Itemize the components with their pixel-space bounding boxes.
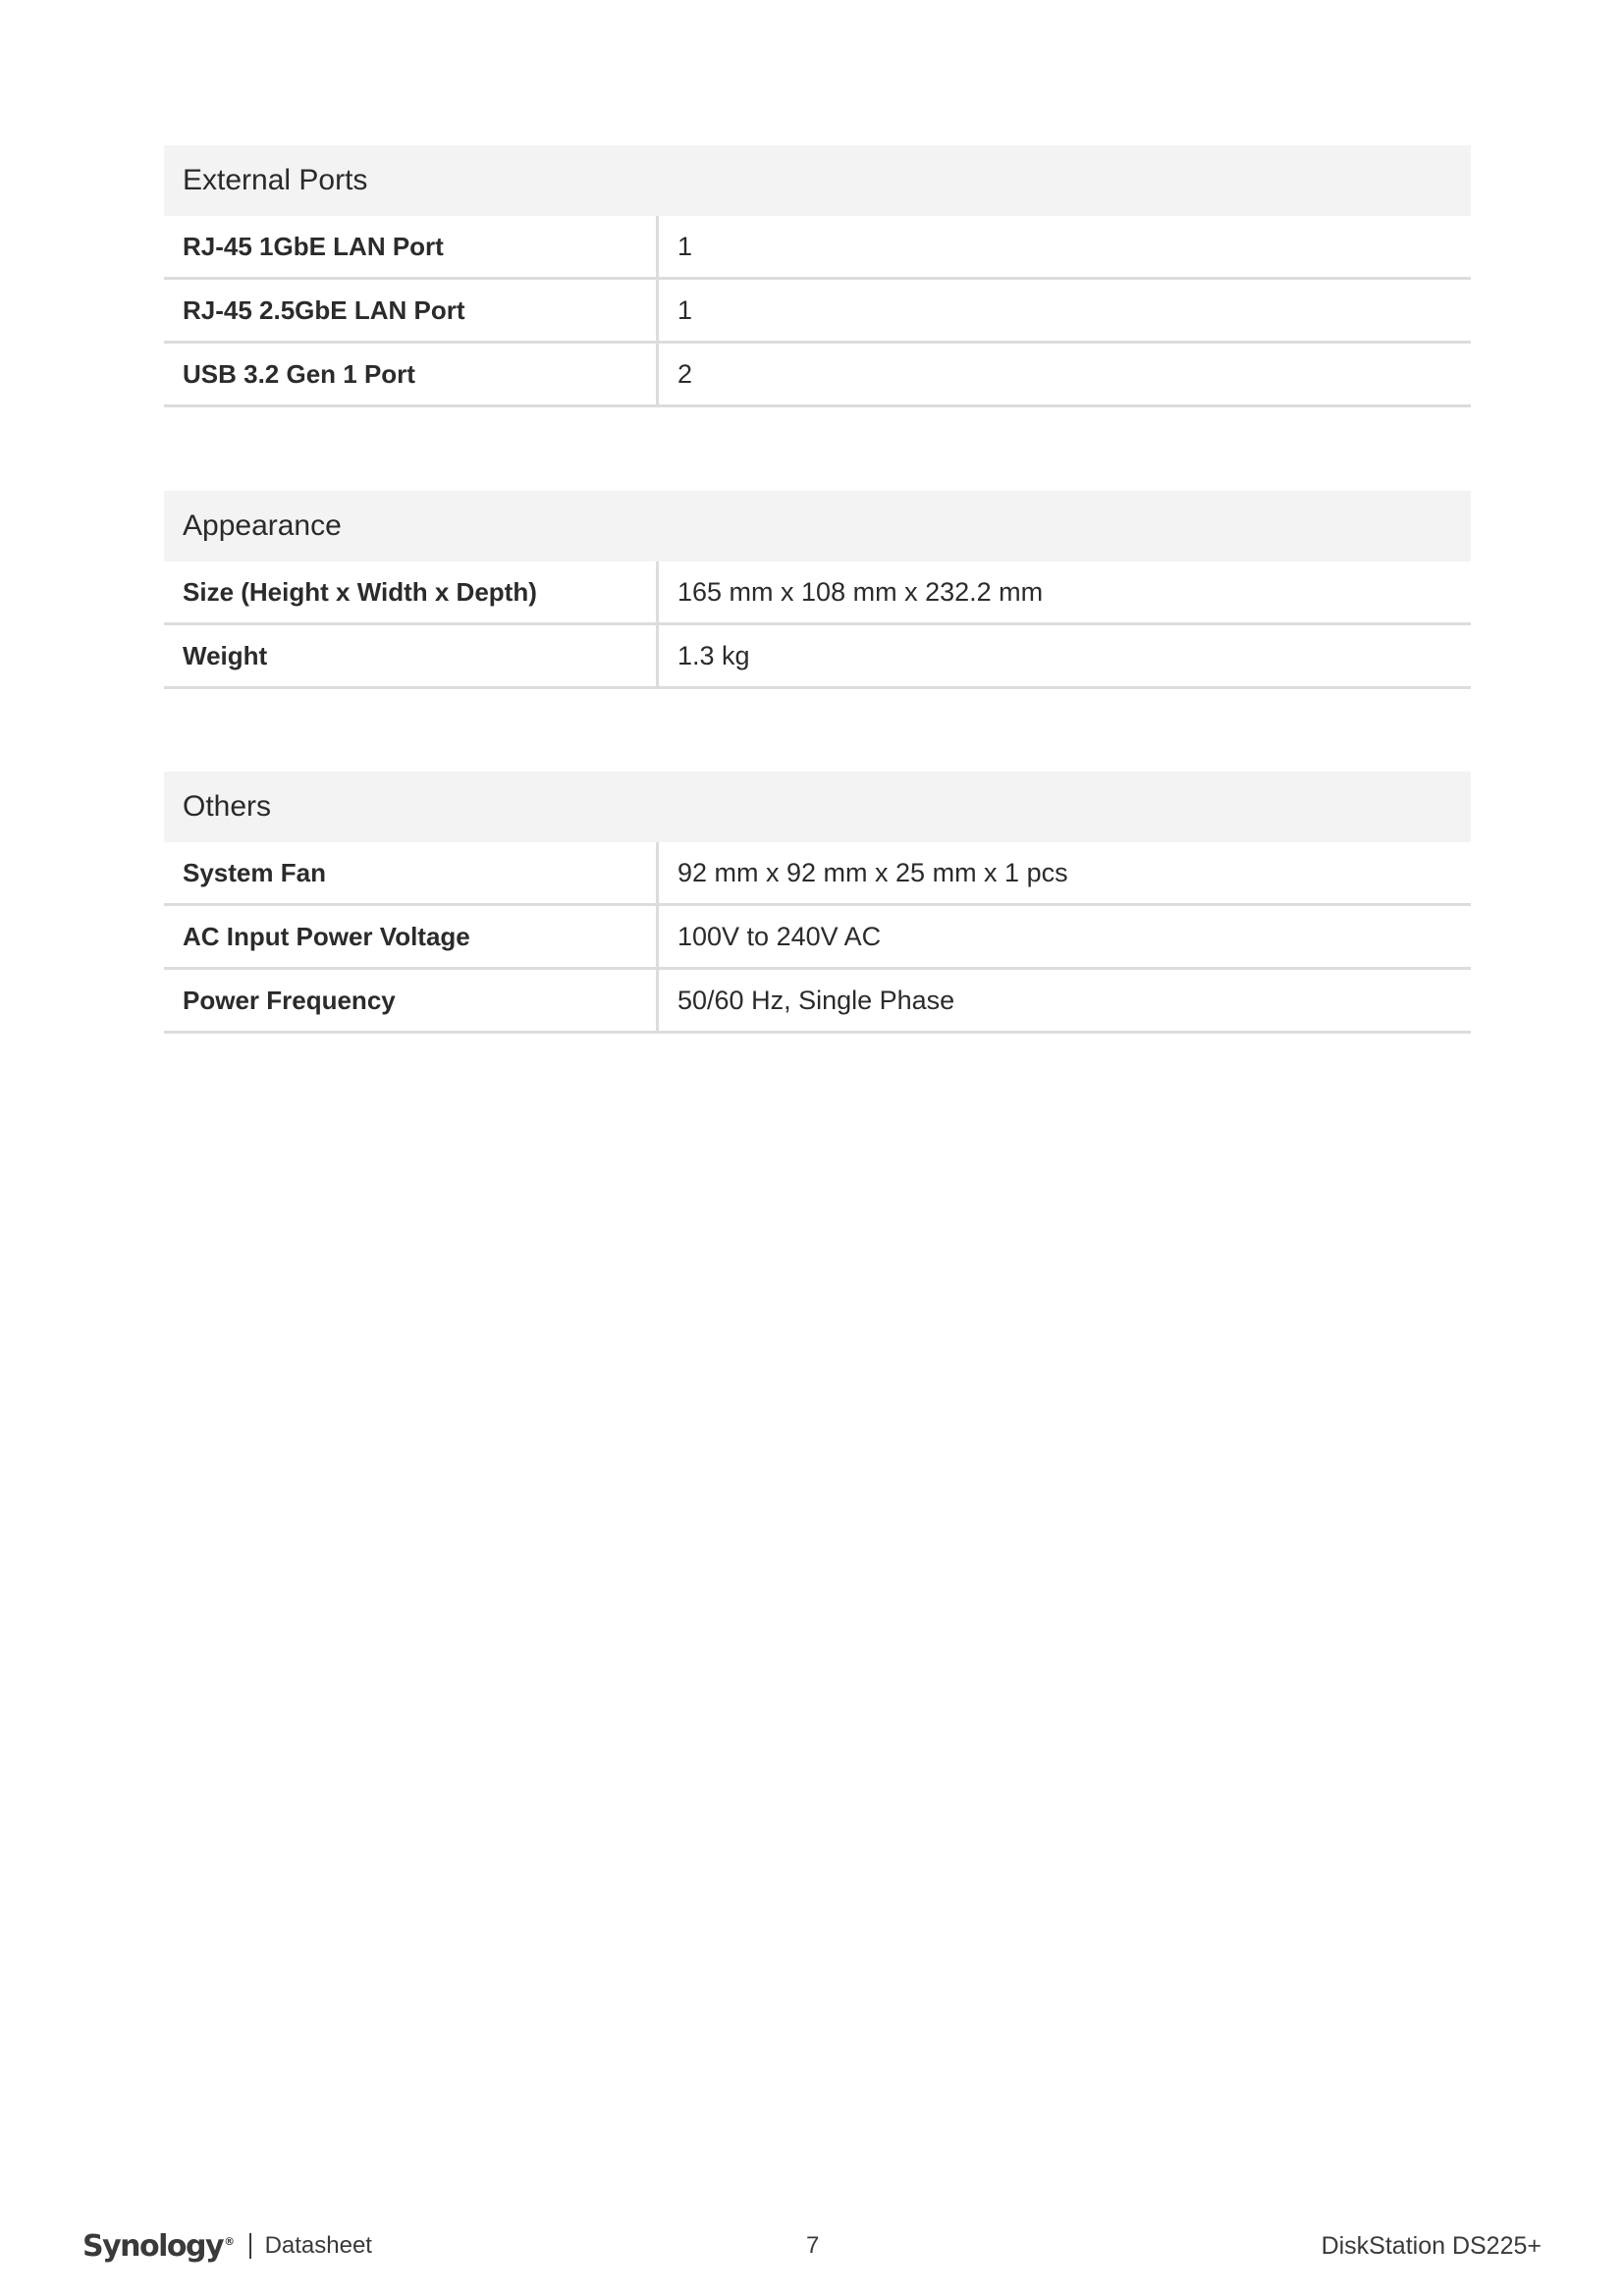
- spec-label: AC Input Power Voltage: [164, 906, 659, 967]
- synology-logo: [82, 2229, 234, 2264]
- spec-value: 165 mm x 108 mm x 232.2 mm: [677, 576, 1044, 607]
- section-header: Appearance: [164, 491, 1471, 561]
- spec-value: 1: [677, 294, 693, 325]
- spec-label: USB 3.2 Gen 1 Port: [164, 344, 659, 404]
- page-number: 7: [806, 2232, 820, 2259]
- spec-value: 92 mm x 92 mm x 25 mm x 1 pcs: [677, 857, 1068, 887]
- spec-table-others: [164, 772, 1471, 1034]
- spec-label: Weight: [164, 625, 659, 686]
- spec-value: 2: [677, 358, 693, 389]
- table-row: [164, 970, 1471, 1034]
- table-row: [164, 842, 1471, 906]
- table-row: [164, 280, 1471, 344]
- spec-value: 50/60 Hz, Single Phase: [677, 985, 955, 1015]
- table-row: [164, 906, 1471, 970]
- product-name: DiskStation DS225+: [1321, 2232, 1542, 2260]
- spec-value: 1: [677, 231, 693, 261]
- spec-label: Power Frequency: [164, 970, 659, 1031]
- table-row: [164, 216, 1471, 280]
- spec-table-external-ports: [164, 145, 1471, 407]
- footer-divider: [249, 2233, 251, 2259]
- spec-label: RJ-45 1GbE LAN Port: [164, 216, 659, 277]
- registered-mark: ®: [224, 2234, 234, 2248]
- spec-table-appearance: [164, 491, 1471, 689]
- table-row: [164, 625, 1471, 689]
- spec-label: RJ-45 2.5GbE LAN Port: [164, 280, 659, 341]
- spec-label: Size (Height x Width x Depth): [164, 561, 659, 622]
- footer-brand: [82, 2226, 372, 2266]
- document-type: Datasheet: [264, 2232, 372, 2259]
- section-header: Others: [164, 772, 1471, 842]
- spec-value: 1.3 kg: [677, 640, 750, 670]
- page-footer: [82, 2226, 1542, 2266]
- table-row: [164, 344, 1471, 407]
- table-row: [164, 561, 1471, 625]
- section-header: External Ports: [164, 145, 1471, 216]
- logo-text: Synology: [82, 2228, 224, 2264]
- spec-value: 100V to 240V AC: [677, 921, 882, 951]
- spec-label: System Fan: [164, 842, 659, 903]
